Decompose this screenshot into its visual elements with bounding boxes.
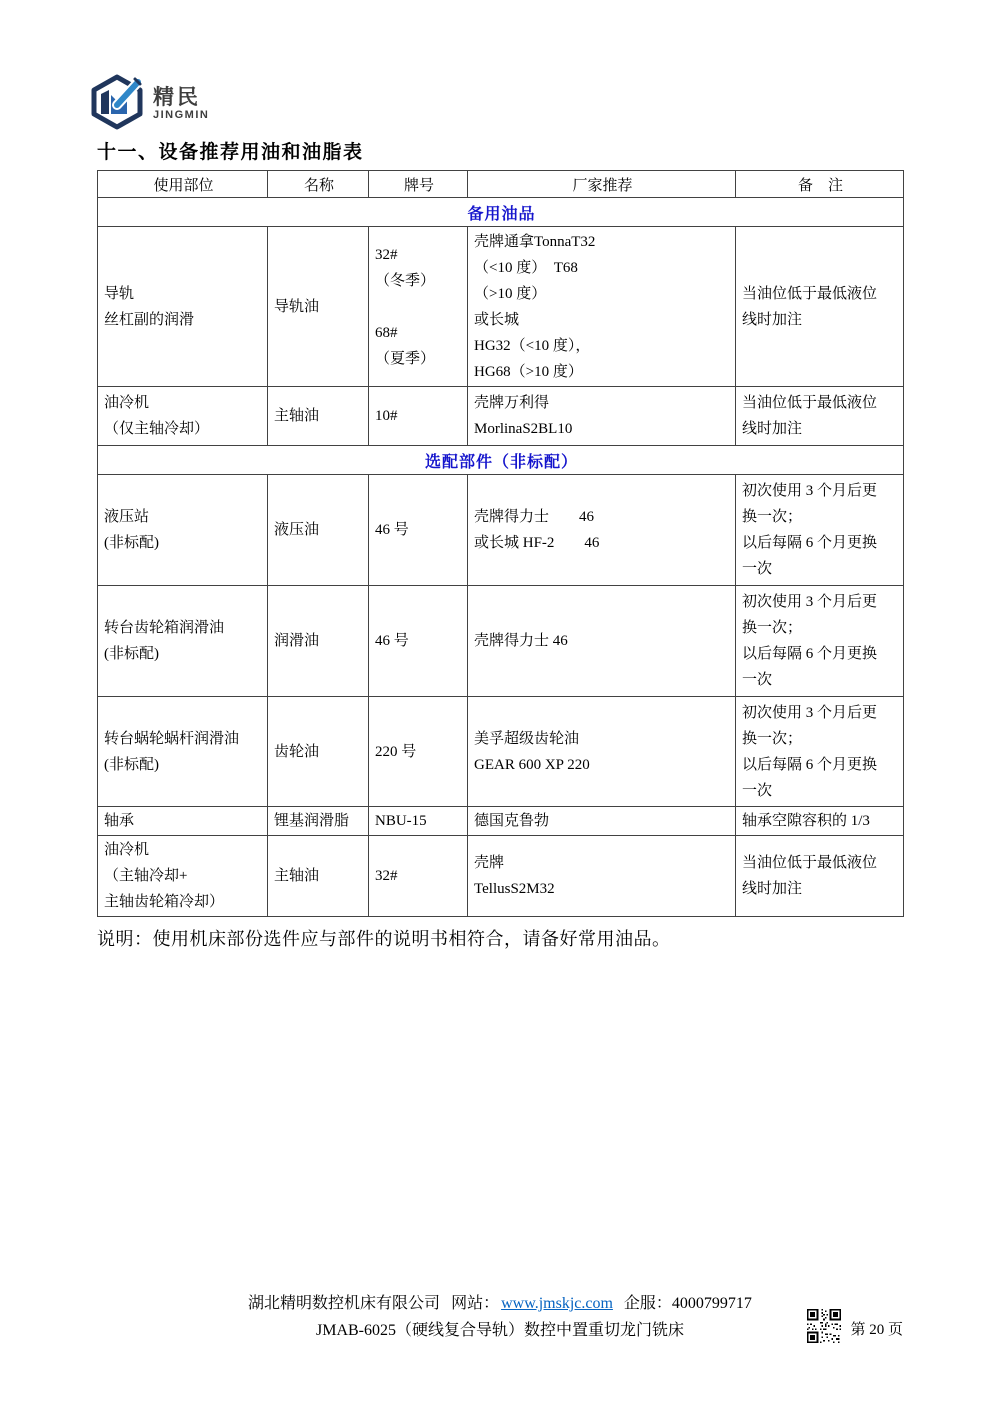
cell-line: 轴承 [104, 813, 135, 829]
cell-vendor [468, 586, 736, 697]
cell-line: 壳牌通拿TonnaT32 [474, 233, 596, 250]
main-content [97, 170, 903, 953]
cell-line: 壳牌得力士 46 [474, 509, 595, 525]
cell-line: （<10 度） T68 [474, 259, 578, 276]
cell-line: 初次使用 3 个月后更 [742, 483, 878, 499]
cell-line: 或长城 [474, 311, 520, 328]
section-row-optional-parts [98, 446, 904, 475]
company-logo [88, 74, 209, 135]
cell-vendor [468, 697, 736, 807]
cell-line: 油冷机 [104, 395, 150, 411]
cell-line: 32# [375, 868, 398, 884]
cell-line: 德国克鲁勃 [474, 813, 550, 829]
row-turntable-worm [98, 697, 904, 807]
cell-line: 丝杠副的润滑 [104, 311, 195, 328]
row-oil-cooler-main [98, 836, 904, 917]
cell-name [268, 475, 369, 586]
footer-service-phone: 企服：4000799717 [623, 1295, 752, 1312]
cell-note [736, 807, 904, 836]
cell-line: 换一次； [742, 730, 803, 747]
cell-usage [98, 387, 268, 446]
cell-line: （仅主轴冷却） [104, 421, 210, 437]
cell-line: 主轴油 [274, 868, 320, 884]
cell-line: 10# [375, 408, 398, 424]
cell-grade [369, 586, 468, 697]
cell-line: 转台蜗轮蜗杆润滑油 [104, 730, 240, 747]
cell-line: GEAR 600 XP 220 [474, 756, 590, 773]
cell-usage [98, 586, 268, 697]
cell-line: 线时加注 [742, 881, 803, 897]
cell-line: (非标配) [104, 756, 159, 773]
cell-usage [98, 697, 268, 807]
cell-line: 润滑油 [274, 633, 320, 649]
cell-line: 46 号 [375, 522, 409, 538]
cell-line: 导轨油 [274, 298, 320, 315]
cell-vendor [468, 387, 736, 446]
cell-line: 壳牌得力士 46 [474, 633, 568, 649]
cell-vendor [468, 807, 736, 836]
cell-grade [369, 697, 468, 807]
logo-brand-cn: 精民 [153, 86, 201, 109]
cell-vendor [468, 475, 736, 586]
cell-line: 初次使用 3 个月后更 [742, 704, 878, 721]
cell-line: 转台齿轮箱润滑油 [104, 620, 225, 636]
cell-line: 齿轮油 [274, 743, 320, 760]
cell-line: TellusS2M32 [474, 881, 555, 897]
cell-line: 220 号 [375, 743, 417, 760]
cell-line: 油冷机 [104, 842, 150, 858]
cell-name [268, 586, 369, 697]
row-guideway [98, 227, 904, 387]
cell-line: 锂基润滑脂 [274, 813, 350, 829]
cell-line: 主轴油 [274, 408, 320, 424]
cell-line: 轴承空隙容积的 1/3 [742, 813, 870, 829]
cell-note [736, 227, 904, 387]
cell-note [736, 836, 904, 917]
cell-usage [98, 227, 268, 387]
cell-line [375, 294, 463, 320]
col-header-name: 名称 [268, 171, 369, 198]
cell-line: 主轴齿轮箱冷却） [104, 894, 225, 910]
cell-line: 液压站 [104, 509, 150, 525]
cell-usage [98, 836, 268, 917]
cell-line: 68# [375, 324, 398, 341]
footer-machine-model: JMAB-6025（硬线复合导轨）数控中置重切龙门铣床 [315, 1322, 684, 1339]
cell-line: 导轨 [104, 285, 135, 302]
page-footer [0, 1290, 1000, 1344]
cell-line: 一次 [742, 782, 773, 799]
website-link[interactable]: www.jmskjc.com [501, 1295, 613, 1312]
cell-note [736, 387, 904, 446]
section-row-spare-oils [98, 198, 904, 227]
cell-line: 以后每隔 6 个月更换 [742, 535, 878, 551]
row-bearing [98, 807, 904, 836]
cell-grade [369, 227, 468, 387]
cell-grade [369, 475, 468, 586]
cell-name [268, 697, 369, 807]
cell-line: 线时加注 [742, 421, 803, 437]
cell-grade [369, 836, 468, 917]
cell-line: （>10 度） [474, 285, 547, 302]
cell-line: NBU-15 [375, 813, 427, 829]
cell-name [268, 227, 369, 387]
cell-name [268, 807, 369, 836]
section-title: 备用油品 [98, 198, 904, 227]
cell-line: 或长城 HF-2 46 [474, 535, 600, 551]
logo-hexagon-icon [88, 74, 146, 135]
cell-line: HG32（<10 度）， [474, 337, 591, 354]
cell-line: 换一次； [742, 620, 803, 636]
cell-line: HG68（>10 度） [474, 363, 583, 380]
cell-vendor [468, 836, 736, 917]
section-title: 选配部件（非标配） [98, 446, 904, 475]
cell-line: 46 号 [375, 633, 409, 649]
cell-line: （冬季） [375, 272, 436, 289]
cell-line: 美孚超级齿轮油 [474, 730, 580, 747]
row-turntable-gearbox [98, 586, 904, 697]
cell-line: 一次 [742, 672, 773, 688]
cell-note [736, 697, 904, 807]
col-header-usage: 使用部位 [98, 171, 268, 198]
cell-note [736, 475, 904, 586]
cell-line: 当油位低于最低液位 [742, 285, 878, 302]
logo-brand-en: JINGMIN [153, 109, 210, 121]
cell-line: 当油位低于最低液位 [742, 395, 878, 411]
table-header-row [98, 171, 904, 198]
cell-line: 以后每隔 6 个月更换 [742, 646, 878, 662]
cell-line: 壳牌万利得 [474, 395, 550, 411]
cell-line: 当油位低于最低液位 [742, 855, 878, 871]
cell-line: (非标配) [104, 646, 159, 662]
row-oil-cooler-spindle [98, 387, 904, 446]
cell-line: (非标配) [104, 535, 159, 551]
remark-text: 说明：使用机床部份选件应与部件的说明书相符合，请备好常用油品。 [97, 929, 671, 949]
cell-grade [369, 387, 468, 446]
cell-vendor [468, 227, 736, 387]
cell-usage [98, 475, 268, 586]
cell-name [268, 387, 369, 446]
cell-name [268, 836, 369, 917]
cell-line: （夏季） [375, 350, 436, 367]
col-header-note: 备 注 [736, 171, 904, 198]
cell-line: 初次使用 3 个月后更 [742, 594, 878, 610]
col-header-grade: 牌号 [369, 171, 468, 198]
cell-line: 一次 [742, 561, 773, 577]
cell-line: 壳牌 [474, 855, 505, 871]
page-title: 十一、设备推荐用油和油脂表 [97, 142, 364, 163]
cell-line: MorlinaS2BL10 [474, 421, 573, 437]
cell-line: 液压油 [274, 522, 320, 538]
cell-line: 32# [375, 246, 398, 263]
cell-usage [98, 807, 268, 836]
cell-line: 换一次； [742, 509, 803, 525]
oil-recommendation-table [97, 170, 904, 917]
cell-grade [369, 807, 468, 836]
row-hydraulic-station [98, 475, 904, 586]
cell-note [736, 586, 904, 697]
cell-line: （主轴冷却+ [104, 868, 188, 884]
qr-code [807, 1309, 841, 1348]
footer-site-label: 网站： [451, 1295, 500, 1312]
page-number: 第 20 页 [850, 1322, 903, 1338]
footer-company: 湖北精明数控机床有限公司 [248, 1295, 441, 1312]
cell-line: 以后每隔 6 个月更换 [742, 756, 878, 773]
col-header-vendor: 厂家推荐 [468, 171, 736, 198]
cell-line: 线时加注 [742, 311, 803, 328]
